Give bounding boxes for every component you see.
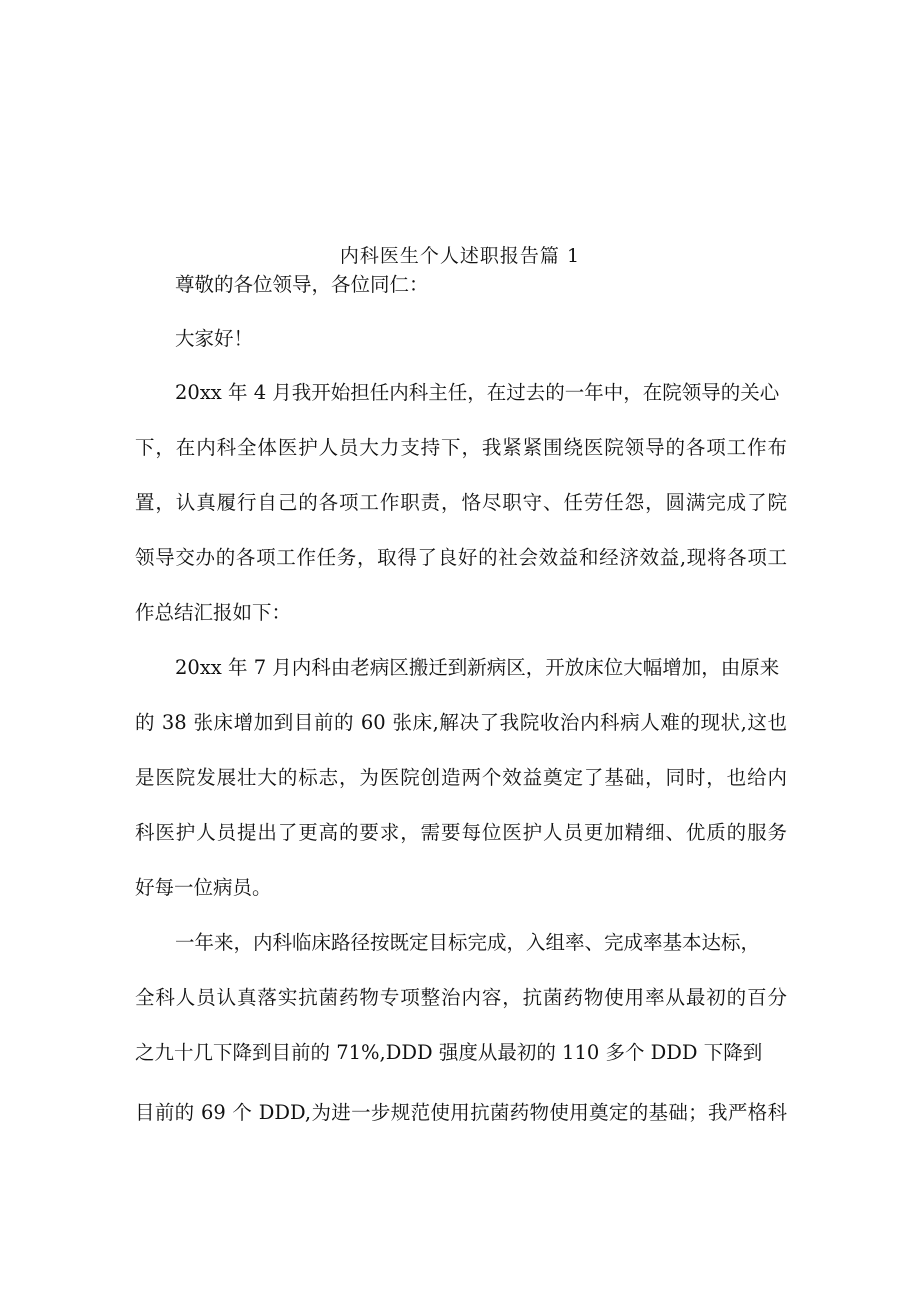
paragraph-3-line-4: 目前的 69 个 DDD,为进一步规范使用抗菌药物使用奠定的基础；我严格科 (135, 1101, 787, 1124)
greeting: 大家好！ (175, 327, 254, 350)
paragraph-3-line-2: 全科人员认真落实抗菌药物专项整治内容，抗菌药物使用率从最初的百分 (135, 986, 787, 1009)
paragraph-2-line-2: 的 38 张床增加到目前的 60 张床,解决了我院收治内科病人难的现状,这也 (135, 711, 787, 734)
paragraph-2-line-3: 是医院发展壮大的标志，为医院创造两个效益奠定了基础，同时，也给内 (135, 766, 787, 789)
paragraph-3-line-1: 一年来，内科临床路径按既定目标完成，入组率、完成率基本达标， (175, 931, 761, 954)
paragraph-2-line-5: 好每一位病员。 (135, 876, 272, 899)
paragraph-3-line-3: 之九十几下降到目前的 71%,DDD 强度从最初的 110 多个 DDD 下降到 (135, 1041, 763, 1064)
paragraph-1-line-1: 20xx 年 4 月我开始担任内科主任，在过去的一年中，在院领导的关心 (175, 381, 780, 404)
paragraph-2-line-4: 科医护人员提出了更高的要求，需要每位医护人员更加精细、优质的服务 (135, 821, 787, 844)
salutation: 尊敬的各位领导，各位同仁： (175, 273, 429, 296)
paragraph-1-line-5: 作总结汇报如下： (135, 601, 292, 624)
paragraph-1-line-2: 下，在内科全体医护人员大力支持下，我紧紧围绕医院领导的各项工作布 (135, 436, 787, 459)
document-title: 内科医生个人述职报告篇 1 (339, 245, 581, 267)
paragraph-1-line-4: 领导交办的各项工作任务，取得了良好的社会效益和经济效益,现将各项工 (135, 546, 787, 569)
paragraph-2-line-1: 20xx 年 7 月内科由老病区搬迁到新病区，开放床位大幅增加，由原来 (175, 656, 780, 679)
paragraph-1-line-3: 置，认真履行自己的各项工作职责，恪尽职守、任劳任怨，圆满完成了院 (135, 491, 787, 514)
